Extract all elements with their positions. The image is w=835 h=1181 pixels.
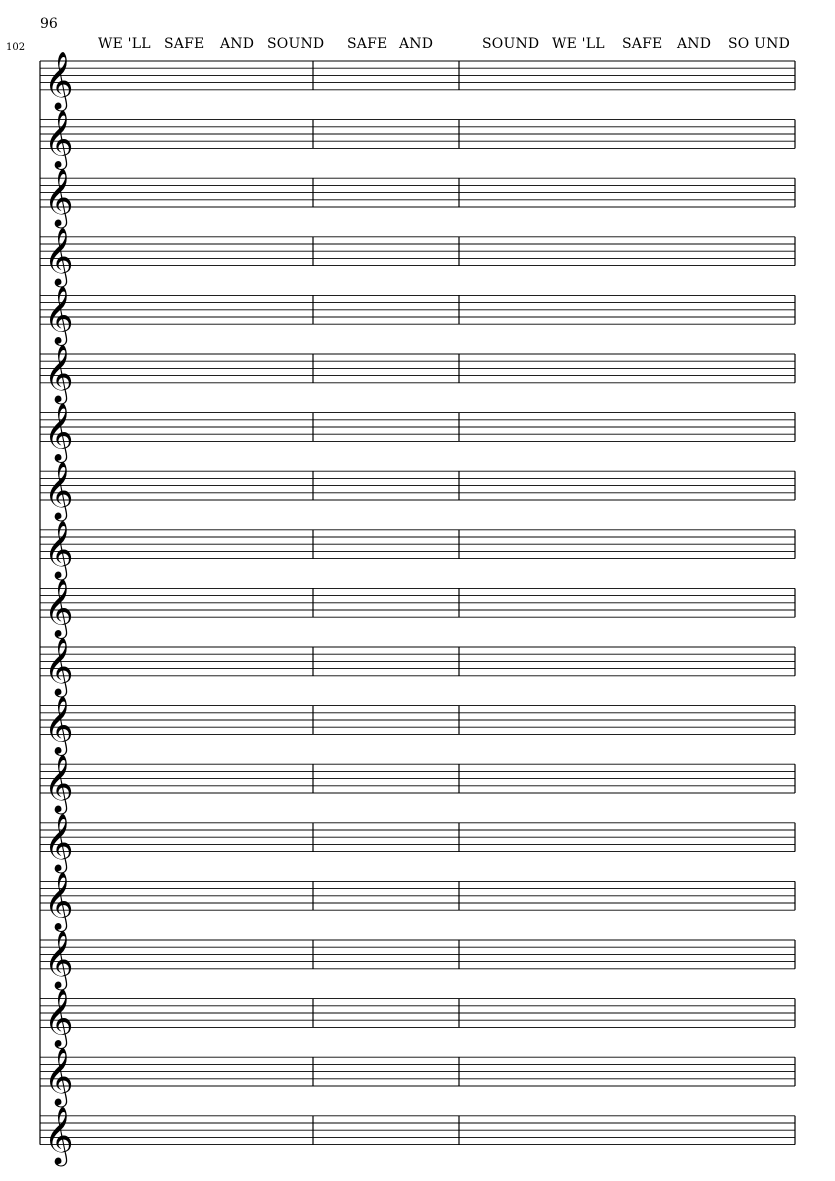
bar-number: 102 [6, 42, 26, 53]
staff [40, 51, 795, 112]
treble-clef-icon: 𝄞 [44, 51, 74, 109]
staff [40, 403, 795, 464]
treble-clef-icon: 𝄞 [44, 871, 74, 930]
treble-clef-icon: 𝄞 [44, 226, 74, 285]
treble-clef-icon: 𝄞 [44, 812, 74, 871]
treble-clef-icon: 𝄞 [44, 1105, 74, 1164]
staff [40, 989, 795, 1050]
staff [40, 1106, 795, 1167]
treble-clef-icon: 𝄞 [44, 402, 74, 461]
lyric-syllable: AND [399, 36, 434, 52]
treble-clef-icon: 𝄞 [44, 988, 74, 1047]
lyric-syllable: SOUND [267, 36, 325, 52]
treble-clef-icon: 𝄞 [44, 109, 74, 168]
lyric-syllable: WE 'LL [552, 36, 605, 52]
lyric-syllable: SO UND [728, 36, 790, 52]
lyric-syllable: SAFE [347, 36, 388, 52]
treble-clef-icon: 𝄞 [44, 285, 74, 344]
lyric-syllable: SOUND [482, 36, 540, 52]
staff [40, 461, 795, 522]
staff [40, 110, 795, 171]
staff [40, 754, 795, 815]
lyric-syllable: SAFE [164, 36, 205, 52]
treble-clef-icon: 𝄞 [44, 637, 74, 695]
lyric-syllable: AND [220, 36, 255, 52]
lyric-syllable: WE 'LL [98, 36, 151, 52]
staff [40, 930, 795, 991]
staff [40, 520, 795, 581]
treble-clef-icon: 𝄞 [44, 461, 74, 520]
treble-clef-icon: 𝄞 [44, 695, 74, 754]
staff [40, 285, 795, 346]
staff [40, 813, 795, 874]
staff [40, 227, 795, 288]
treble-clef-icon: 𝄞 [44, 754, 74, 813]
staff [40, 696, 795, 757]
treble-clef-icon: 𝄞 [44, 1047, 74, 1106]
treble-clef-icon: 𝄞 [44, 344, 74, 402]
staff [40, 578, 795, 639]
treble-clef-icon: 𝄞 [44, 930, 74, 988]
staff [40, 344, 795, 405]
page-number: 96 [40, 16, 58, 32]
treble-clef-icon: 𝄞 [44, 168, 74, 227]
treble-clef-icon: 𝄞 [44, 519, 74, 578]
lyric-syllable: AND [677, 36, 712, 52]
staff [40, 637, 795, 698]
lyric-syllable: SAFE [622, 36, 663, 52]
treble-clef-icon: 𝄞 [44, 578, 74, 637]
staff [40, 1047, 795, 1108]
staff [40, 168, 795, 229]
staff [40, 871, 795, 932]
